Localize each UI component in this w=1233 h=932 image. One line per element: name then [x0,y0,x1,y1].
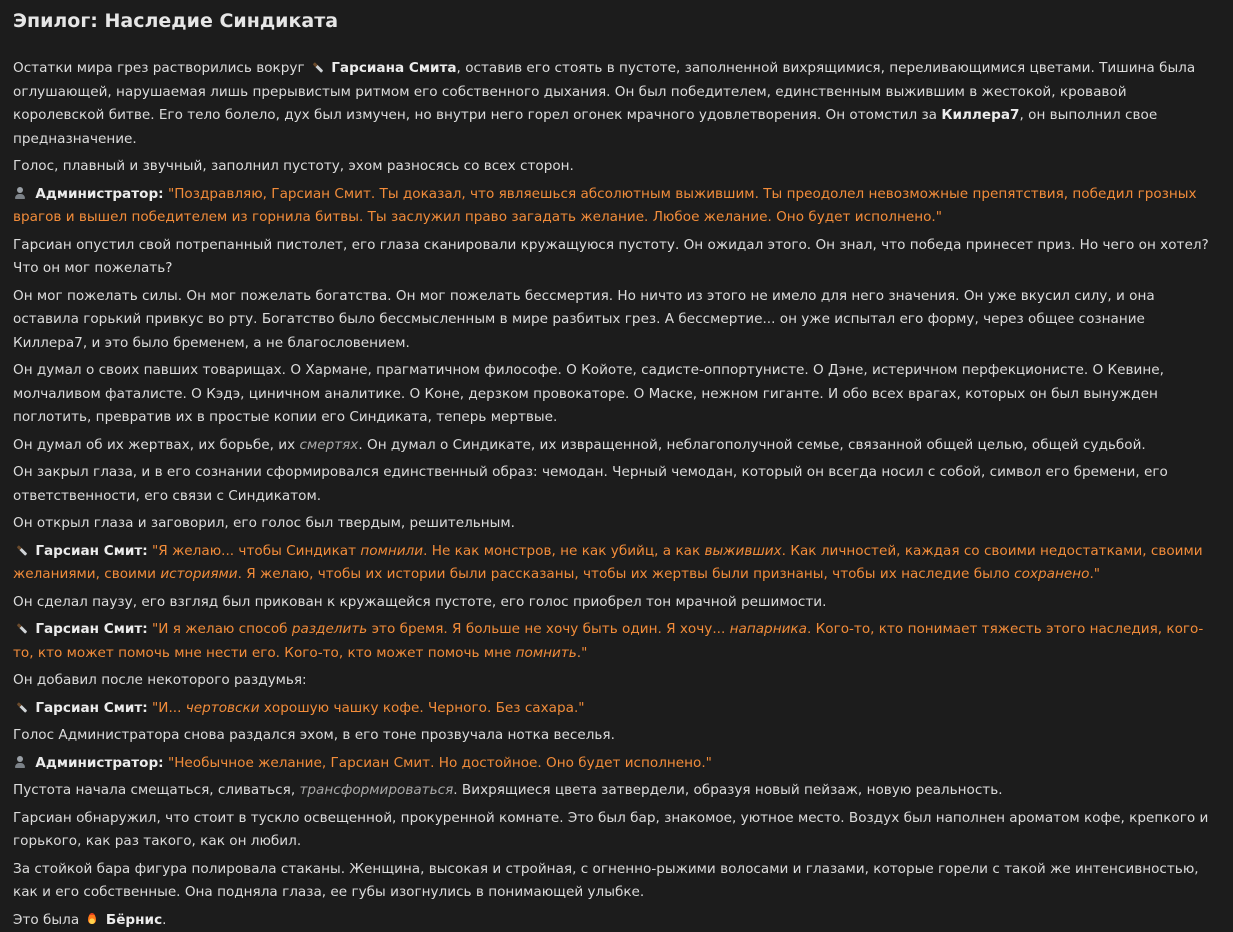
text-run: Он думал об их жертвах, их борьбе, их [13,437,299,453]
page-title: Эпилог: Наследие Синдиката [13,8,1220,34]
dialogue-admin-2: Администратор: "Необычное желание, Гарсиан Смит. Но достойное. Оно будет исполнено." [13,752,1220,776]
text-run: "Я желаю... чтобы Синдикат [152,543,360,559]
admin-person-icon [13,755,29,769]
text-run: . Кого-то, кто понимает тяжесть этого наследия, кого-то, кто может помочь мне нести его. Кого-то, кто может помочь мне [13,621,1203,661]
text-run: , он выполнил свое предназначение. [13,107,1157,147]
paragraph-5: Он мог пожелать силы. Он мог пожелать богатства. Он мог пожелать бессмертия. Но ничто из этого не имело для него значения. Он уже вкусил силу, и она оставила горький привкус во рту. Богатство было бессмысленным в мире разбитых грез. А бессмертие... он уже испытал его форму, через общее сознание Киллера7, и это было бременем, а не благословением. [13,285,1220,356]
emphasis: трансформироваться [299,782,453,798]
fire-icon [84,912,100,926]
knife-icon [13,700,29,714]
paragraph-6: Он думал о своих павших товарищах. О Хармане, прагматичном философе. О Койоте, садисте-оппортунисте. О Дэне, истеричном перфекционисте. О Кевине, молчаливом фаталисте. О Кэдэ, циничном аналитике. О Коне, дерзком провокаторе. О Маске, нежном гиганте. И обо всех врагах, которых он был вынужден поглотить, превратив их в простые копии его Синдиката, теперь мертвые. [13,359,1220,430]
text-run: это бремя. Я больше не хочу быть один. Я хочу... [367,621,729,637]
emphasis: выживших [705,543,782,559]
text-run: . Он думал о Синдикате, их извращенной, неблагополучной семье, связанной общей целью, общей судьбой. [358,437,1145,453]
emphasis: историями [160,566,237,582]
paragraph-20: Это была Бёрнис. [13,909,1220,932]
text-run: . Вихрящиеся цвета затвердели, образуя новый пейзаж, новую реальность. [453,782,1002,798]
text-run: хорошую чашку кофе. Черного. Без сахара." [260,700,585,716]
text-run: Это была [13,912,84,928]
dialogue-garsian-2: Гарсиан Смит: "И я желаю способ разделить это бремя. Я больше не хочу быть один. Я хочу... напарника. Кого-то, кто понимает тяжесть этого наследия, кого-то, кто может помочь мне нести его. Кого-то, кто может помочь мне помнить." [13,618,1220,665]
text-run: "И я желаю способ [152,621,292,637]
character-name: Бёрнис [106,912,162,928]
dialogue-garsian-3: Гарсиан Смит: "И... чертовски хорошую чашку кофе. Черного. Без сахара." [13,697,1220,721]
story-text [13,57,1220,932]
emphasis: разделить [292,621,367,637]
text-run: . Как личностей, каждая со своими недостатками, своими желаниями, своими [13,543,1203,583]
text-run: Остатки мира грез растворились вокруг [13,60,309,76]
speaker-label: Администратор [35,186,158,202]
knife-icon [309,60,325,74]
character-name: Гарсиана Смита [331,60,456,76]
paragraph-8: Он закрыл глаза, и в его сознании сформировался единственный образ: чемодан. Черный чемодан, который он всегда носил с собой, символ его бремени, его ответственности, его связи с Синдикатом. [13,461,1220,508]
text-run: . Не как монстров, не как убийц, а как [423,543,704,559]
paragraph-7 [13,434,1220,458]
paragraph-2: Голос, плавный и звучный, заполнил пустоту, эхом разносясь со всех сторон. [13,155,1220,179]
text-run: ." [577,645,588,661]
paragraph-4: Гарсиан опустил свой потрепанный пистолет, его глаза сканировали кружащуюся пустоту. Он ожидал этого. Он знал, что победа принесет приз. Но чего он хотел? Что он мог пожелать? [13,234,1220,281]
speech-text: "Необычное желание, Гарсиан Смит. Но достойное. Оно будет исполнено." [168,755,712,771]
emphasis: напарника [730,621,807,637]
knife-icon [13,621,29,635]
speaker-label: Гарсиан Смит [35,700,142,716]
paragraph-13: Он добавил после некоторого раздумья: [13,669,1220,693]
character-name: Киллера7 [941,107,1019,123]
paragraph-1 [13,57,1220,151]
emphasis: помнить [516,645,577,661]
emphasis: помнили [360,543,423,559]
text-run: Пустота начала смещаться, сливаться, [13,782,299,798]
paragraph-15: Голос Администратора снова раздался эхом, в его тоне прозвучала нотка веселья. [13,724,1220,748]
emphasis: чертовски [186,700,260,716]
emphasis: смертях [299,437,358,453]
speaker-label: Администратор [35,755,158,771]
speaker-label: Гарсиан Смит [35,543,142,559]
paragraph-11: Он сделал паузу, его взгляд был прикован к кружащейся пустоте, его голос приобрел тон мрачной решимости. [13,591,1220,615]
text-run: ." [1089,566,1100,582]
text-run: . Я желаю, чтобы их истории были рассказаны, чтобы их жертвы были признаны, чтобы их наследие было [238,566,1015,582]
dialogue-admin-1: Администратор: "Поздравляю, Гарсиан Смит. Ты доказал, что являешься абсолютным выжившим. Ты преодолел невозможные препятствия, победил грозных врагов и вышел победителем из горнила битвы. Ты заслужил право загадать желание. Любое желание. Оно будет исполнено." [13,183,1220,230]
admin-person-icon [13,186,29,200]
speech-text: "Поздравляю, Гарсиан Смит. Ты доказал, что являешься абсолютным выжившим. Ты преодолел невозможные препятствия, победил грозных врагов и вышел победителем из горнила битвы. Ты заслужил право загадать желание. Любое желание. Оно будет исполнено." [13,186,1197,226]
paragraph-18: Гарсиан обнаружил, что стоит в тускло освещенной, прокуренной комнате. Это был бар, знакомое, уютное место. Воздух был наполнен ароматом кофе, крепкого и горького, как раз такого, как он любил. [13,807,1220,854]
knife-icon [13,543,29,557]
speech-text [13,543,1203,583]
paragraph-19: За стойкой бара фигура полировала стаканы. Женщина, высокая и стройная, с огненно-рыжими волосами и глазами, которые горели с такой же интенсивностью, как и его собственные. Она подняла глаза, ее губы изогнулись в понимающей улыбке. [13,858,1220,905]
paragraph-9: Он открыл глаза и заговорил, его голос был твердым, решительным. [13,512,1220,536]
paragraph-17 [13,779,1220,803]
speech-text [13,621,1203,661]
speech-text [152,700,585,716]
emphasis: сохранено [1014,566,1089,582]
text-run: , оставив его стоять в пустоте, заполненной вихрящимися, переливающимися цветами. Тишина была оглушающей, нарушаемая лишь прерывистым ритмом его собственного дыхания. Он был победителем, единственным выжившим в жестокой, кровавой королевской битве. Его тело болело, дух был измучен, но внутри него горел огонек мрачного удовлетворения. Он отомстил за [13,60,1195,123]
speaker-label: Гарсиан Смит [35,621,142,637]
dialogue-garsian-1: Гарсиан Смит: "Я желаю... чтобы Синдикат помнили. Не как монстров, не как убийц, а как выживших. Как личностей, каждая со своими недостатками, своими желаниями, своими историями. Я желаю, чтобы их истории были рассказаны, чтобы их жертвы были признаны, чтобы их наследие было сохранено." [13,540,1220,587]
text-run: "И... [152,700,186,716]
